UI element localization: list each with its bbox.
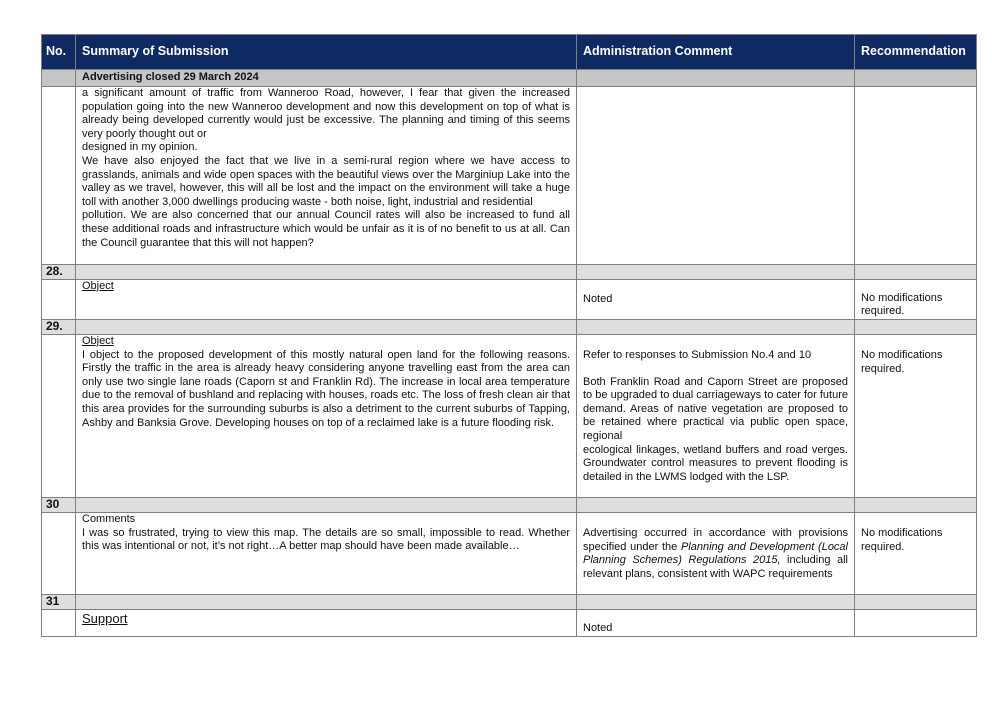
- table-row: [42, 513, 977, 595]
- submission-number: 29.: [42, 320, 76, 335]
- recommendation: No modifications required.: [861, 291, 943, 318]
- recommendation: No modifications required.: [861, 349, 943, 375]
- advertising-closed-row: [42, 70, 977, 87]
- admin-comment: ecological linkages, wetland buffers and road verges. Groundwater control measures to prevent flooding is detailed in the LWMS lodged with the LSP.: [583, 443, 848, 483]
- summary-text: pollution. We are also concerned that our annual Council rates will also be increased to fund all these additional roads and infrastructure which would be unfair as it is of no benefit to us at all. Can the Council guarantee that this will not happen?: [82, 209, 570, 249]
- admin-comment: Advertising occurred in accordance with provisions specified under the Planning and Development (Local Planning Schemes) Regulations 2015, including all relevant plans, consistent with WAPC requirements: [577, 513, 855, 595]
- submission-number-row: [42, 320, 977, 335]
- header-recommendation: Recommendation: [855, 35, 977, 70]
- submission-type: Support: [82, 611, 128, 626]
- table-row: [42, 280, 977, 320]
- submission-number-row: [42, 265, 977, 280]
- submission-number-row: [42, 595, 977, 610]
- table-row: [42, 610, 977, 637]
- table-row: [42, 335, 977, 498]
- admin-comment: Noted: [583, 292, 613, 305]
- submission-number: 28.: [42, 265, 76, 280]
- submission-number: 31: [42, 595, 76, 610]
- summary-text: a significant amount of traffic from Wanneroo Road, however, I fear that given the increased population going into the new Wanneroo development and now this development on top of what is already being developed currently would just be excessive. The planning and timing of this seems very poorly thought out or: [82, 87, 570, 140]
- header-admin-comment: Administration Comment: [577, 35, 855, 70]
- header-no: No.: [42, 35, 76, 70]
- submission-number-row: [42, 498, 977, 513]
- summary-text: We have also enjoyed the fact that we live in a semi-rural region where we have access to grasslands, animals and wide open spaces with the beautiful views over the Marginiup Lake into the valley as we travel, however, this will all be lost and the impact on the environment will take a huge toll with another 3,000 dwellings producing waste - both noise, light, industrial and residential: [82, 154, 570, 208]
- submission-number: 30: [42, 498, 76, 513]
- continued-summary: [76, 87, 577, 265]
- table-header-row: [42, 35, 977, 70]
- admin-comment: Noted: [583, 622, 613, 635]
- submissions-table: [41, 34, 977, 637]
- table-row: [42, 87, 977, 265]
- admin-comment: Both Franklin Road and Caporn Street are proposed to be upgraded to dual carriageways to cater for future demand. Areas of native vegetation are proposed to be retained where practical via public open space, regional: [583, 375, 848, 442]
- summary-text: I object to the proposed development of this mostly natural open land for the following reasons. Firstly the traffic in the area is already heavy considering anyone travelling east from the area can only use two single lane roads (Caporn st and Franklin Rd). The increase in local area temperature due to the removal of bushland and replacing with houses, roads etc. The loss of fresh clean air that this area provides for the surrounding suburbs is also a detriment to the current suburbs of Tapping, Ashby and Banksia Grove. Developing houses on top of a reclaimed lake is a future flooding risk.: [82, 348, 570, 429]
- header-summary: Summary of Submission: [76, 35, 577, 70]
- submission-type: Comments: [82, 513, 136, 525]
- summary-text: I was so frustrated, trying to view this map. The details are so small, impossible to read. Whether this was intentional or not, it’s not right…A better map should have been made available…: [82, 526, 570, 553]
- regulations-title: Planning and Development (Local Planning Schemes) Regulations 2015,: [583, 540, 848, 567]
- recommendation: No modifications required.: [861, 527, 943, 553]
- submission-type: Object: [82, 335, 114, 347]
- submission-type: Object: [82, 280, 114, 292]
- summary-text: designed in my opinion.: [82, 141, 198, 154]
- admin-comment: Refer to responses to Submission No.4 and 10: [583, 349, 812, 361]
- advertising-closed-label: Advertising closed 29 March 2024: [76, 70, 577, 87]
